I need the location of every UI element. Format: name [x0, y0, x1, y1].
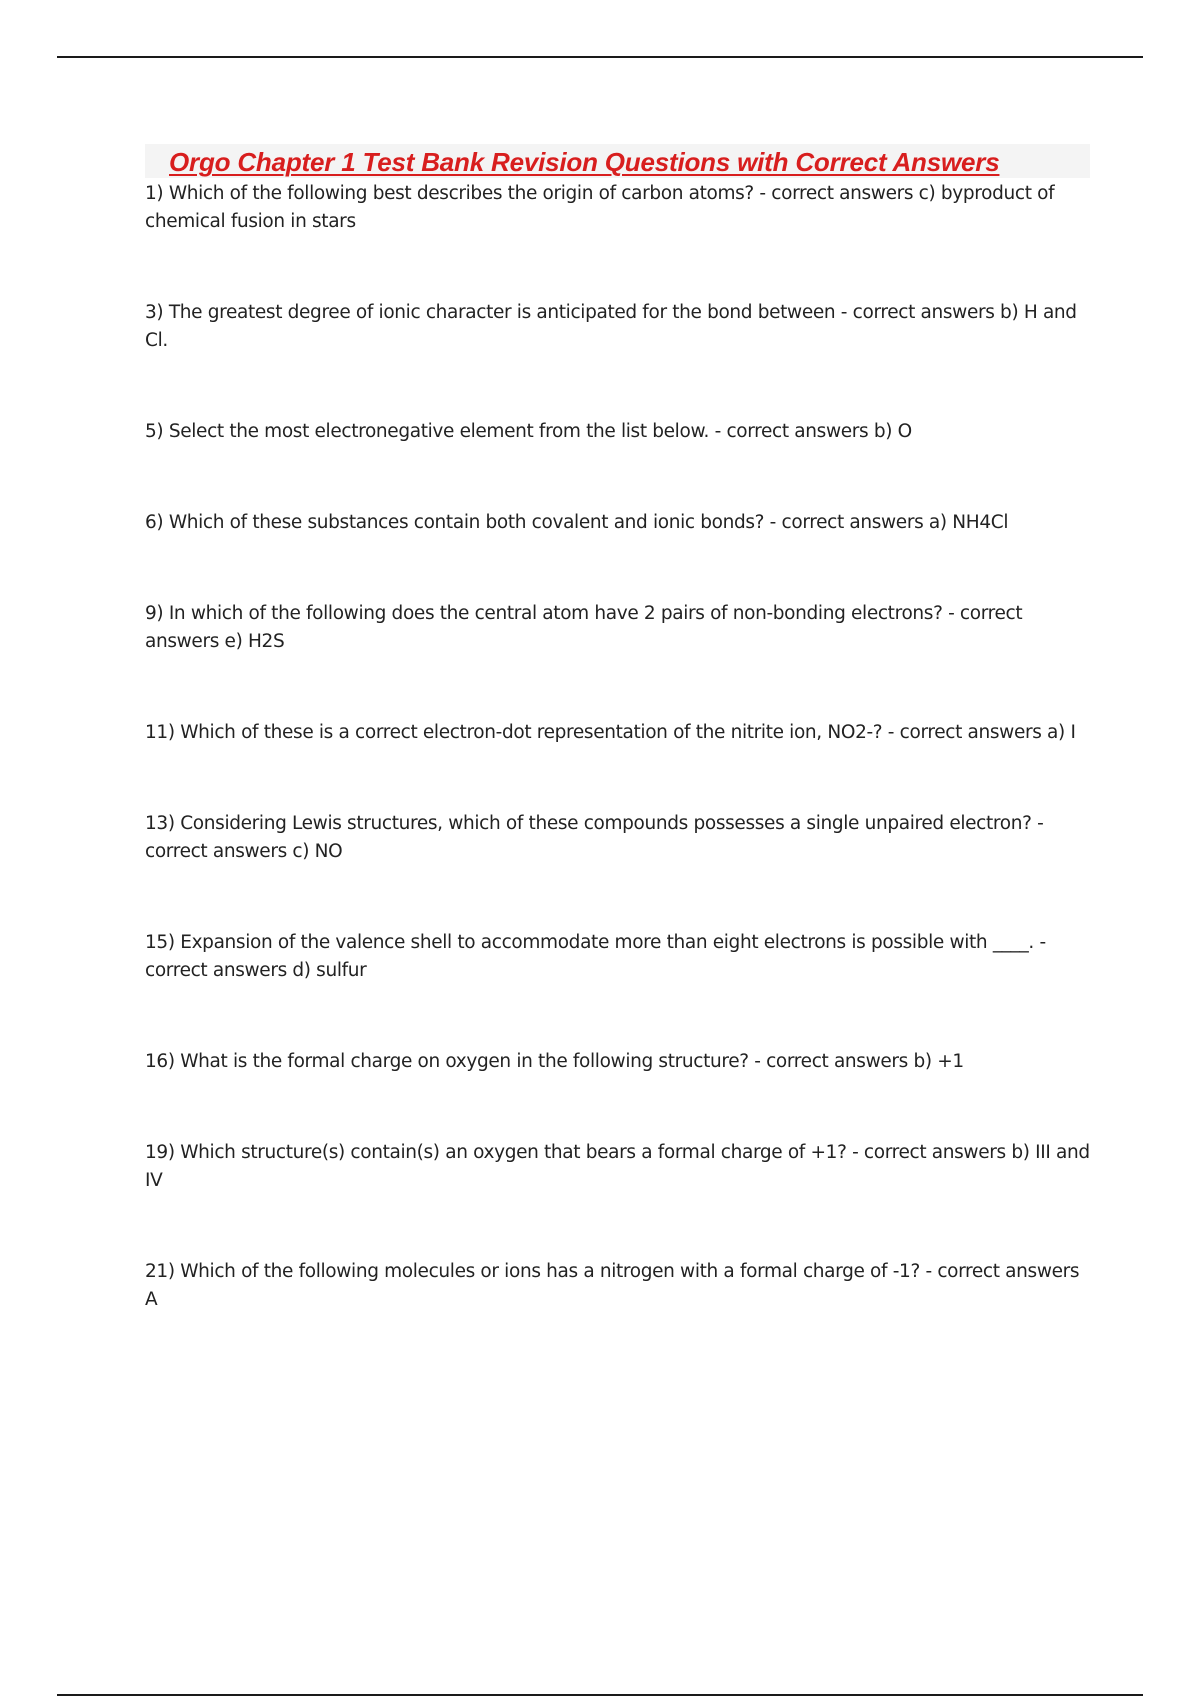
question-item: 5) Select the most electronegative element from the list below. - correct answers b) O [145, 421, 912, 442]
title-banner [145, 144, 1090, 178]
question-item: 19) Which structure(s) contain(s) an oxygen that bears a formal charge of +1? - correct answers b) III and IV [145, 1142, 1090, 1191]
question-item: 13) Considering Lewis structures, which of these compounds possesses a single unpaired electron? - correct answers c) NO [145, 813, 1044, 862]
document-body [145, 144, 1090, 1314]
question-item: 3) The greatest degree of ionic character is anticipated for the bond between - correct answers b) H and Cl. [145, 302, 1077, 351]
question-item: 15) Expansion of the valence shell to accommodate more than eight electrons is possible with ____. - correct answers d) sulfur [145, 932, 1046, 981]
question-item: 11) Which of these is a correct electron-dot representation of the nitrite ion, NO2-? - correct answers a) I [145, 722, 1076, 743]
question-item: 1) Which of the following best describes the origin of carbon atoms? - correct answers c) byproduct of chemical fusion in stars [145, 183, 1055, 232]
question-item: 21) Which of the following molecules or ions has a nitrogen with a formal charge of -1? - correct answers A [145, 1261, 1080, 1310]
document-title: Orgo Chapter 1 Test Bank Revision Questions with Correct Answers [169, 147, 1000, 177]
question-item: 9) In which of the following does the central atom have 2 pairs of non-bonding electrons? - correct answers e) H2S [145, 603, 1023, 652]
question-list [145, 180, 1090, 1314]
bottom-divider [57, 1694, 1143, 1696]
question-item: 16) What is the formal charge on oxygen in the following structure? - correct answers b) +1 [145, 1051, 964, 1072]
question-item: 6) Which of these substances contain both covalent and ionic bonds? - correct answers a) NH4Cl [145, 512, 1009, 533]
top-divider [57, 56, 1143, 58]
